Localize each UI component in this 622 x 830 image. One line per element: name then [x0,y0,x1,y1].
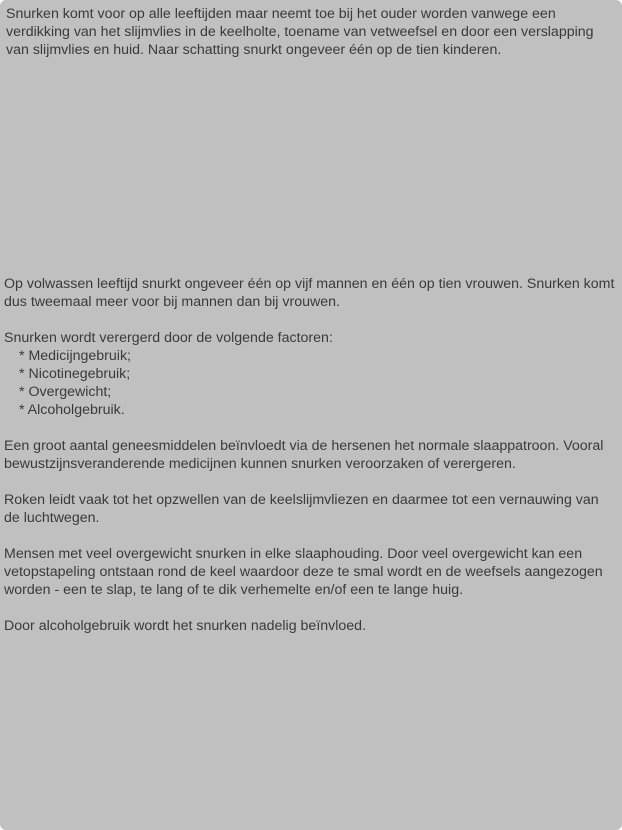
factors-intro: Snurken wordt verergerd door de volgende factoren: [4,330,333,346]
smoking-paragraph: Roken leidt vaak tot het opzwellen van de keelslijmvliezen en daarmee tot een vernauwing van de luchtwegen. [4,492,599,526]
list-item: * Medicijngebruik; [19,348,131,364]
list-item: * Alcoholgebruik. [19,402,125,418]
list-item: * Overgewicht; [19,384,112,400]
alcohol-paragraph: Door alcoholgebruik wordt het snurken nadelig beïnvloed. [4,618,367,634]
intro-section [4,5,616,77]
main-section [4,275,616,653]
overweight-paragraph: Mensen met veel overgewicht snurken in elke slaaphouding. Door veel overgewicht kan een vetopstapeling ontstaan rond de keel waardoor deze te smal wordt en de weefsels aangezogen worden - een te slap, te lang of te dik verhemelte en/of een te lange huig. [4,546,603,598]
medication-paragraph: Een groot aantal geneesmiddelen beïnvloedt via de hersenen het normale slaappatroon. Vooral bewustzijnsveranderende medicijnen kunnen snurken veroorzaken of verergeren. [4,438,604,472]
list-item: * Nicotinegebruik; [19,366,131,382]
adults-paragraph: Op volwassen leeftijd snurkt ongeveer één op vijf mannen en één op tien vrouwen. Snurken komt dus tweemaal meer voor bij mannen dan bij vrouwen. [4,276,615,310]
factors-list [4,347,616,419]
intro-paragraph: Snurken komt voor op alle leeftijden maar neemt toe bij het ouder worden vanwege een verdikking van het slijmvlies in de keelholte, toename van vetweefsel en door een verslapping van slijmvlies en huid. Naar schatting snurkt ongeveer één op de tien kinderen. [6,6,594,58]
